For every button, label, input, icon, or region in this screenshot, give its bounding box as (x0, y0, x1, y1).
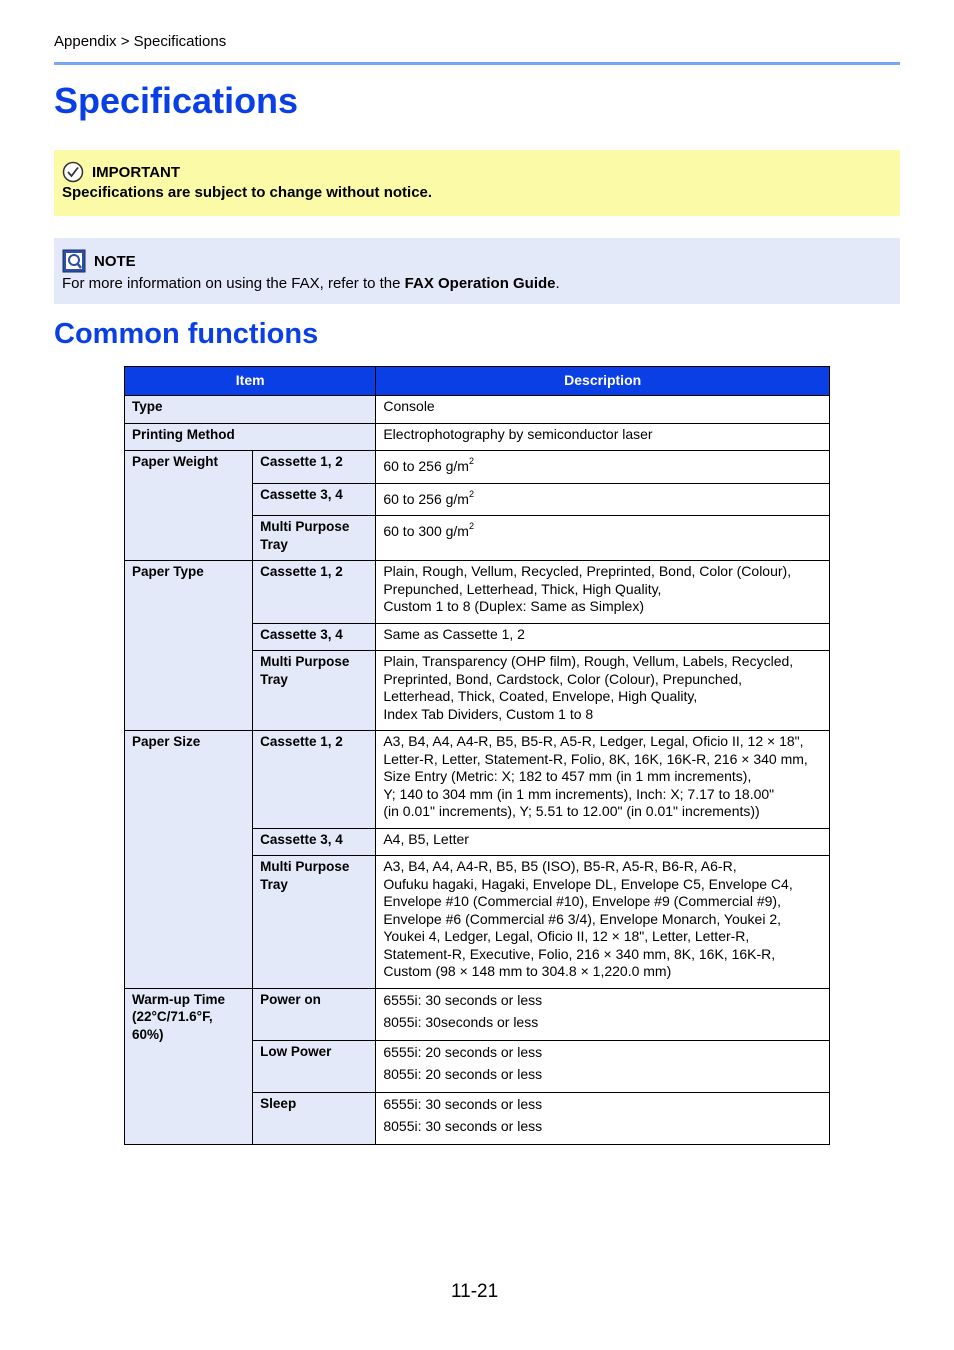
value-line: 8055i: 20 seconds or less (383, 1065, 543, 1082)
row-value (376, 651, 830, 731)
superscript: 2 (468, 521, 474, 531)
value-line: (in 0.01" increments), Y; 5.51 to 12.00" (in 0.01" increments)) (383, 803, 760, 819)
row-value (376, 731, 830, 829)
row-value (376, 1092, 830, 1144)
section-title: Common functions (54, 318, 319, 350)
row-value: Electrophotography by semiconductor laser (376, 423, 830, 451)
row-value (376, 451, 830, 484)
value-line: Youkei 4, Ledger, Legal, Oficio II, 12 × 18", Letter, Letter-R, (383, 928, 750, 944)
row-sublabel: Cassette 3, 4 (253, 828, 376, 856)
value-line: Statement-R, Executive, Folio, 216 × 340 mm, 8K, 16K, 16K-R, (383, 945, 776, 962)
value-line: Size Entry (Metric: X; 182 to 457 mm (in 1 mm increments), (383, 768, 752, 784)
table-row (125, 561, 830, 624)
row-sublabel: Sleep (253, 1092, 376, 1144)
row-label: Paper Weight (125, 451, 253, 561)
value-line: 8055i: 30seconds or less (383, 1013, 539, 1030)
row-sublabel: Cassette 1, 2 (253, 451, 376, 484)
value-line: 6555i: 30 seconds or less (383, 1095, 543, 1112)
row-value: Console (376, 396, 830, 424)
header-description: Description (376, 367, 830, 396)
value-line: 8055i: 30 seconds or less (383, 1117, 543, 1134)
value-text: 60 to 256 g/m (383, 490, 469, 507)
value-line: Envelope #10 (Commercial #10), Envelope #9 (Commercial #9), (383, 893, 781, 909)
value-line: Letterhead, Thick, Coated, Envelope, High Quality, (383, 688, 698, 704)
value-line: Plain, Transparency (OHP film), Rough, Vellum, Labels, Recycled, (383, 653, 794, 669)
note-text-after: . (555, 275, 560, 292)
row-value (376, 561, 830, 624)
spec-table (124, 366, 830, 1145)
page-number: 11-21 (451, 1281, 499, 1302)
checkmark-circle-icon (62, 161, 84, 183)
value-line: 6555i: 20 seconds or less (383, 1043, 543, 1060)
row-sublabel: Cassette 1, 2 (253, 561, 376, 624)
row-sublabel: Multi Purpose Tray (253, 856, 376, 989)
value-line: Prepunched, Letterhead, Thick, High Quality, (383, 580, 662, 597)
header-item: Item (125, 367, 376, 396)
table-row (125, 451, 830, 484)
row-sublabel: Power on (253, 988, 376, 1040)
value-line: Oufuku hagaki, Hagaki, Envelope DL, Envelope C5, Envelope C4, (383, 875, 793, 892)
note-text (62, 275, 892, 292)
row-value (376, 516, 830, 561)
important-label: IMPORTANT (92, 163, 181, 181)
fax-guide-reference: FAX Operation Guide (404, 275, 556, 292)
value-text: 60 to 256 g/m (383, 458, 469, 474)
value-line: A3, B4, A4, A4-R, B5, B5-R, A5-R, Ledger, Legal, Oficio II, 12 × 18", (383, 733, 804, 749)
row-value (376, 623, 830, 651)
row-label: Paper Type (125, 561, 253, 731)
row-sublabel: Cassette 3, 4 (253, 483, 376, 516)
value-line: Index Tab Dividers, Custom 1 to 8 (383, 705, 594, 722)
value-line: Y; 140 to 304 mm (in 1 mm increments), Inch: X; 7.17 to 18.00" (383, 785, 775, 802)
table-header-row (125, 367, 830, 396)
note-text-before: For more information on using the FAX, refer to the (62, 275, 405, 292)
important-box (54, 150, 900, 216)
value-line: Custom (98 × 148 mm to 304.8 × 1,220.0 mm) (383, 963, 672, 979)
row-value (376, 988, 830, 1040)
breadcrumb: Appendix > Specifications (54, 33, 227, 50)
row-sublabel: Multi Purpose Tray (253, 516, 376, 561)
value-line: A3, B4, A4, A4-R, B5, B5 (ISO), B5-R, A5-R, B6-R, A6-R, (383, 858, 737, 874)
row-value (376, 828, 830, 856)
table-row (125, 731, 830, 829)
row-sublabel: Cassette 3, 4 (253, 623, 376, 651)
row-sublabel: Multi Purpose Tray (253, 651, 376, 731)
value-text: 60 to 300 g/m (383, 523, 469, 539)
table-row (125, 423, 830, 451)
value-line: Plain, Rough, Vellum, Recycled, Preprinted, Bond, Color (Colour), (383, 563, 792, 579)
row-label: Paper Size (125, 731, 253, 989)
row-sublabel: Cassette 1, 2 (253, 731, 376, 829)
important-text: Specifications are subject to change without notice. (62, 184, 433, 201)
value-line: Letter-R, Letter, Statement-R, Folio, 8K, 16K, 16K-R, 216 × 340 mm, (383, 750, 808, 767)
note-box (54, 238, 900, 304)
note-icon (62, 249, 86, 273)
row-value (376, 856, 830, 989)
row-label: Type (125, 396, 376, 424)
row-label: Printing Method (125, 423, 376, 451)
row-label: Warm-up Time (22°C/71.6°F, 60%) (125, 988, 253, 1144)
value-line: Envelope #6 (Commercial #6 3/4), Envelope Monarch, Youkei 2, (383, 910, 782, 927)
row-sublabel: Low Power (253, 1040, 376, 1092)
superscript: 2 (468, 456, 474, 466)
value-line: A4, B5, Letter (383, 830, 469, 847)
value-line: 6555i: 30 seconds or less (383, 991, 543, 1008)
table-row (125, 988, 830, 1040)
note-label: NOTE (94, 252, 136, 270)
value-line: Same as Cassette 1, 2 (383, 625, 525, 642)
superscript: 2 (468, 488, 474, 499)
value-line: Preprinted, Bond, Cardstock, Color (Colour), Prepunched, (383, 670, 743, 687)
value-line: Custom 1 to 8 (Duplex: Same as Simplex) (383, 598, 644, 614)
page-title: Specifications (54, 80, 299, 121)
row-value (376, 1040, 830, 1092)
table-row (125, 396, 830, 424)
row-value (376, 483, 830, 516)
header-rule (54, 62, 900, 65)
